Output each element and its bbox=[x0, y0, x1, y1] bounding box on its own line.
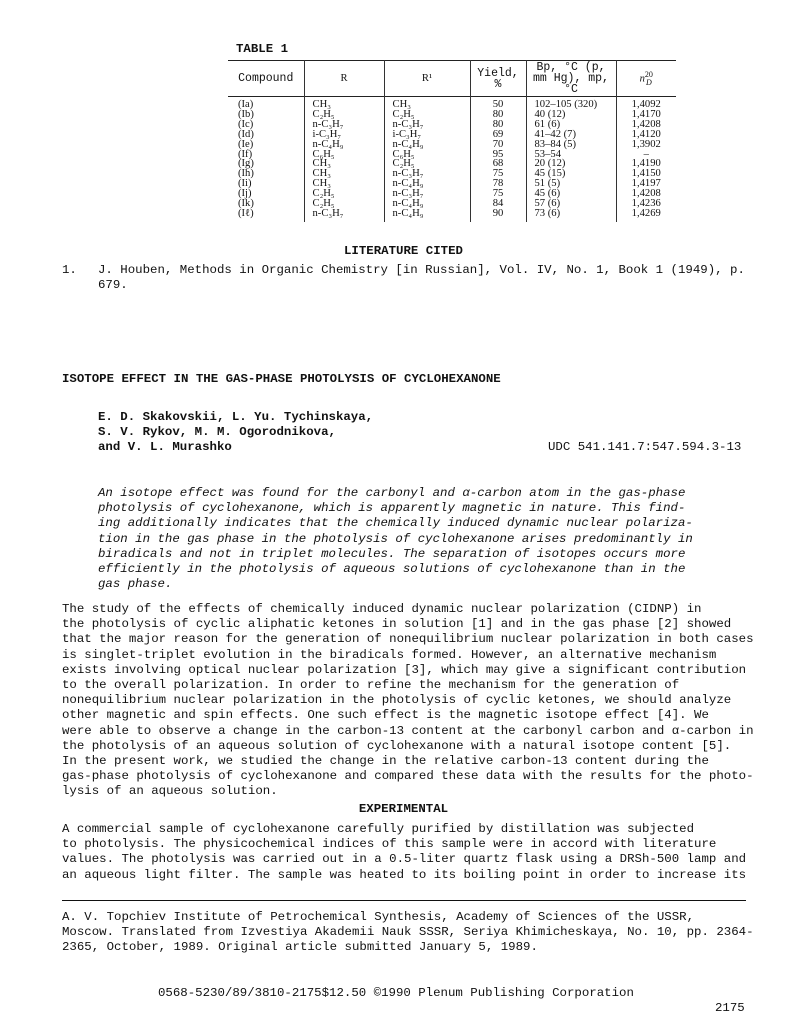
cell-nd: 1,4236 bbox=[616, 199, 676, 209]
header-r1: R¹ bbox=[384, 61, 470, 97]
cell-nd: 1,4170 bbox=[616, 110, 676, 120]
article-authors: E. D. Skakovskii, L. Yu. Tychinskaya, S. V. Rykov, M. M. Ogorodnikova, and V. L. Murashko bbox=[98, 410, 374, 455]
cell-r1: n-C₄H₉ bbox=[384, 199, 470, 209]
article-title: ISOTOPE EFFECT IN THE GAS-PHASE PHOTOLYSIS OF CYCLOHEXANONE bbox=[62, 372, 501, 386]
cell-nd: 1,4120 bbox=[616, 130, 676, 140]
literature-cited-heading: LITERATURE CITED bbox=[344, 244, 463, 258]
table-row bbox=[228, 150, 676, 160]
cell-yield: 84 bbox=[470, 199, 526, 209]
header-nd-sub: D bbox=[646, 77, 652, 87]
cell-nd: 1,4190 bbox=[616, 159, 676, 169]
cell-r1: n-C₃H₇ bbox=[384, 189, 470, 199]
table-row bbox=[228, 199, 676, 209]
reference-text: J. Houben, Methods in Organic Chemistry [in Russian], Vol. IV, No. 1, Book 1 (1949), p. 679. bbox=[98, 263, 745, 293]
cell-nd: 1,4197 bbox=[616, 179, 676, 189]
cell-nd: – bbox=[616, 150, 676, 160]
cell-r: C₂H₅ bbox=[304, 189, 384, 199]
cell-bp: 40 (12) bbox=[526, 110, 616, 120]
cell-yield: 50 bbox=[470, 97, 526, 110]
cell-bp: 41–42 (7) bbox=[526, 130, 616, 140]
page-number: 2175 bbox=[715, 1001, 745, 1015]
cell-bp: 73 (6) bbox=[526, 209, 616, 222]
cell-compound: (Id) bbox=[238, 128, 254, 140]
table-header-row bbox=[228, 61, 676, 97]
table-row bbox=[228, 159, 676, 169]
cell-yield: 90 bbox=[470, 209, 526, 222]
cell-r: CH₃ bbox=[304, 97, 384, 110]
cell-yield: 75 bbox=[470, 189, 526, 199]
cell-r: CH₃ bbox=[304, 179, 384, 189]
cell-compound: (Ib) bbox=[238, 108, 254, 120]
table-row bbox=[228, 97, 676, 110]
header-bp: Bp, °C (p, mm Hg), mp, °C bbox=[526, 61, 616, 97]
cell-compound: (If) bbox=[238, 148, 253, 160]
cell-bp: 102–105 (320) bbox=[526, 97, 616, 110]
cell-nd: 1,4208 bbox=[616, 120, 676, 130]
table-title: TABLE 1 bbox=[236, 42, 289, 56]
cell-r: C₂H₅ bbox=[304, 199, 384, 209]
experimental-heading: EXPERIMENTAL bbox=[358, 802, 449, 816]
cell-r: CH₃ bbox=[304, 159, 384, 169]
cell-compound: (Ig) bbox=[238, 158, 254, 170]
cell-r: C₂H₅ bbox=[304, 110, 384, 120]
table-row bbox=[228, 120, 676, 130]
cell-r1: CH₃ bbox=[384, 97, 470, 110]
experimental-text: A commercial sample of cyclohexanone carefully purified by distillation was subjected to photolysis. The physicochemical indices of this sample were in accord with literature values. The photolysis was carried out in a 0.5-liter quartz flask using a DRSh-500 lamp and an aqueous light filter. The sample was heated to its boiling point in order to increase its bbox=[62, 822, 747, 882]
cell-r1: n-C₄H₉ bbox=[384, 179, 470, 189]
cell-r1: C₆H₅ bbox=[384, 150, 470, 160]
header-compound: Compound bbox=[238, 72, 294, 85]
cell-r1: C₂H₅ bbox=[384, 110, 470, 120]
cell-compound: (Iℓ) bbox=[238, 207, 254, 219]
cell-bp: 53–54 bbox=[526, 150, 616, 160]
table-row bbox=[228, 140, 676, 150]
cell-r1: C₂H₅ bbox=[384, 159, 470, 169]
cell-nd: 1,4269 bbox=[616, 209, 676, 222]
header-r: R bbox=[304, 61, 384, 97]
cell-r1: n-C₄H₉ bbox=[384, 140, 470, 150]
udc-code: UDC 541.141.7:547.594.3-13 bbox=[548, 440, 742, 454]
article-abstract: An isotope effect was found for the carbonyl and α-carbon atom in the gas-phase photolysis of cyclohexanone, which is apparently magnetic in nature. This find- ing additionally indicates that the chemically induced dynamic nuclear polariza- tion in the gas phase in the photolysis of cyclohexanone arises predominantly in biradicals and not in triplet molecules. The separation of isotopes occurs more efficiently in the photolysis of aqueous solutions of cyclohexanone than in the gas phase. bbox=[98, 486, 693, 592]
reference-number: 1. bbox=[62, 263, 77, 277]
table-row bbox=[228, 189, 676, 199]
table-row bbox=[228, 179, 676, 189]
cell-compound: (Ik) bbox=[238, 198, 254, 210]
cell-yield: 75 bbox=[470, 169, 526, 179]
cell-r1: i-C₃H₇ bbox=[384, 130, 470, 140]
cell-bp: 83–84 (5) bbox=[526, 140, 616, 150]
cell-compound: (Ii) bbox=[238, 178, 252, 190]
footnote-divider bbox=[62, 900, 746, 901]
cell-yield: 78 bbox=[470, 179, 526, 189]
cell-r: CH₃ bbox=[304, 169, 384, 179]
table-row bbox=[228, 209, 676, 222]
cell-nd: 1,3902 bbox=[616, 140, 676, 150]
table-row bbox=[228, 110, 676, 120]
table-row bbox=[228, 169, 676, 179]
header-yield: Yield, % bbox=[470, 61, 526, 97]
cell-bp: 20 (12) bbox=[526, 159, 616, 169]
cell-yield: 70 bbox=[470, 140, 526, 150]
cell-nd: 1,4092 bbox=[616, 97, 676, 110]
cell-compound: (Ih) bbox=[238, 168, 254, 180]
cell-bp: 61 (6) bbox=[526, 120, 616, 130]
header-nd-symbol: n bbox=[639, 72, 645, 84]
cell-yield: 95 bbox=[470, 150, 526, 160]
cell-bp: 45 (6) bbox=[526, 189, 616, 199]
cell-bp: 57 (6) bbox=[526, 199, 616, 209]
cell-nd: 1,4208 bbox=[616, 189, 676, 199]
cell-yield: 68 bbox=[470, 159, 526, 169]
cell-r: i-C₃H₇ bbox=[304, 130, 384, 140]
header-nd-sup: 20 bbox=[644, 69, 653, 79]
cell-yield: 69 bbox=[470, 130, 526, 140]
affiliation-footnote: A. V. Topchiev Institute of Petrochemical Synthesis, Academy of Sciences of the USSR, Moscow. Translated from Izvestiya Akademii Nauk SSSR, Seriya Khimicheskaya, No. 10, pp. 2364- 2365, October, 1989. Original article submitted January 5, 1989. bbox=[62, 910, 754, 955]
table-row bbox=[228, 130, 676, 140]
cell-r: C₆H₅ bbox=[304, 150, 384, 160]
cell-r: n-C₄H₉ bbox=[304, 140, 384, 150]
cell-compound: (Ie) bbox=[238, 138, 254, 150]
cell-yield: 80 bbox=[470, 120, 526, 130]
cell-r1: n-C₄H₉ bbox=[384, 209, 470, 222]
header-nd bbox=[616, 61, 676, 97]
introduction-text: The study of the effects of chemically induced dynamic nuclear polarization (CIDNP) in the photolysis of cyclic aliphatic ketones in solution [1] and in the gas phase [2] showed that the major reason for the generation of nonequilibrium nuclear polarization in both cases is singlet-triplet evolution in the biradicals formed. However, an alternative mechanism exists involving optical nuclear polarization [3], which may give a significant contribution to the overall polarization. In order to refine the mechanism for the generation of nonequilibrium nuclear polarization in the photolysis of cyclic ketones, we should analyze other magnetic and spin effects. One such effect is the magnetic isotope effect [4]. We were able to observe a change in the carbon-13 content at the carbonyl carbon and α-carbon in the photolysis of an aqueous solution of cyclohexanone with a natural isotope content [5]. In the present work, we studied the change in the relative carbon-13 content during the gas-phase photolysis of cyclohexanone and compared these data with the results for the photo- lysis of an aqueous solution. bbox=[62, 602, 754, 799]
cell-bp: 45 (15) bbox=[526, 169, 616, 179]
cell-compound: (Ia) bbox=[238, 99, 254, 110]
cell-r1: n-C₃H₇ bbox=[384, 169, 470, 179]
cell-nd: 1,4150 bbox=[616, 169, 676, 179]
copyright-line: 0568-5230/89/3810-2175$12.50 ©1990 Plenum Publishing Corporation bbox=[158, 986, 634, 1000]
cell-yield: 80 bbox=[470, 110, 526, 120]
cell-r: n-C₃H₇ bbox=[304, 120, 384, 130]
cell-compound: (Ic) bbox=[238, 118, 254, 130]
cell-bp: 51 (5) bbox=[526, 179, 616, 189]
cell-r: n-C₃H₇ bbox=[304, 209, 384, 222]
cell-compound: (Ij) bbox=[238, 188, 252, 200]
cell-r1: n-C₃H₇ bbox=[384, 120, 470, 130]
compound-table bbox=[228, 60, 676, 222]
